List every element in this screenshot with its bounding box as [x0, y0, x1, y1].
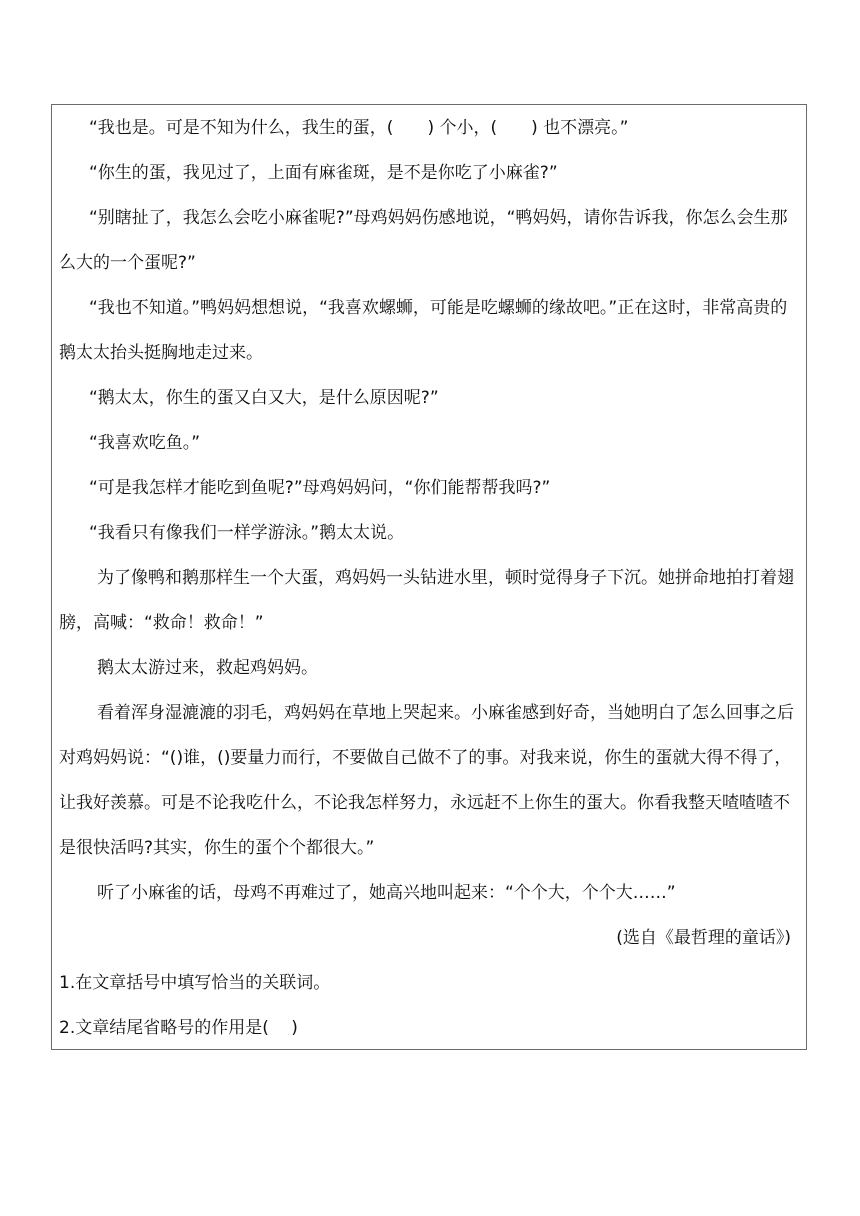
paragraph-3: “别瞎扯了，我怎么会吃小麻雀呢?”母鸡妈妈伤感地说，“鸭妈妈，请你告诉我，你怎么会生那么大的一个蛋呢?”	[59, 208, 788, 273]
paragraph-9: 为了像鸭和鹅那样生一个大蛋，鸡妈妈一头钻进水里，顿时觉得身子下沉。她拼命地拍打着翅膀，高喊：“救命！救命！”	[59, 568, 794, 633]
paragraph-5: “鹅太太，你生的蛋又白又大，是什么原因呢?”	[89, 388, 439, 408]
paragraph-8: “我看只有像我们一样学游泳。”鹅太太说。	[89, 523, 405, 543]
paragraph-6: “我喜欢吃鱼。”	[89, 433, 201, 453]
paragraph-7: “可是我怎样才能吃到鱼呢?”母鸡妈妈问，“你们能帮帮我吗?”	[89, 478, 551, 498]
paragraph-1: “我也是。可是不知为什么，我生的蛋，( ) 个小，( ) 也不漂亮。”	[89, 118, 629, 138]
paragraph-4: “我也不知道。”鸭妈妈想想说，“我喜欢螺蛳，可能是吃螺蛳的缘故吧。”正在这时，非常高贵的鹅太太抬头挺胸地走过来。	[59, 298, 788, 363]
paragraph-10: 鹅太太游过来，救起鸡妈妈。	[97, 658, 318, 678]
paragraph-11: 看着浑身湿漉漉的羽毛，鸡妈妈在草地上哭起来。小麻雀感到好奇，当她明白了怎么回事之后对鸡妈妈说：“()谁，()要量力而行，不要做自己做不了的事。对我来说，你生的蛋就大得不得了，让我好羡慕。可是不论我吃什么，不论我怎样努力，永远赶不上你生的蛋大。你看我整天喳喳喳不是很快活吗?其实，你生的蛋个个都很大。”	[59, 703, 794, 858]
source-citation: (选自《最哲理的童话》)	[616, 928, 791, 948]
question-1: 1.在文章括号中填写恰当的关联词。	[59, 973, 331, 993]
paragraph-12: 听了小麻雀的话，母鸡不再难过了，她高兴地叫起来：“个个大，个个大……”	[97, 883, 676, 903]
paragraph-2: “你生的蛋，我见过了，上面有麻雀斑，是不是你吃了小麻雀?”	[89, 163, 558, 183]
question-2: 2.文章结尾省略号的作用是( )	[59, 1018, 298, 1038]
